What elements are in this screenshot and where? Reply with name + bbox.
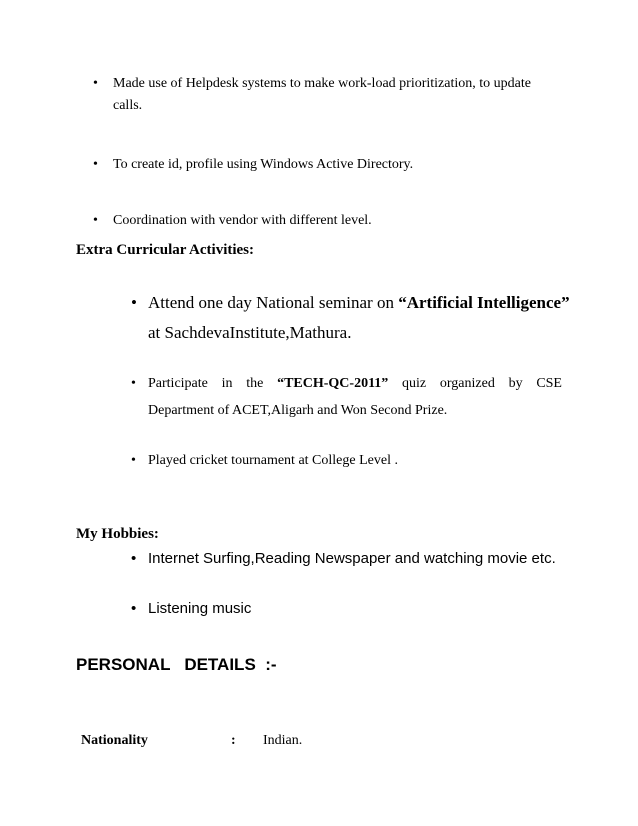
seminar-line2: at SachdevaInstitute,Mathura. — [148, 323, 352, 342]
hobby-item-1 — [131, 548, 591, 570]
nationality-value: Indian. — [263, 733, 303, 748]
bullet-dot: • — [131, 550, 137, 567]
work-bullet-1-text — [113, 73, 531, 117]
work-bullet-3-text: Coordination with vendor with different level. — [113, 213, 372, 228]
quiz-bullet — [131, 370, 571, 424]
quiz-word: quiz — [402, 376, 427, 391]
seminar-text — [148, 288, 570, 348]
hobby-item-2-text: Listening music — [148, 600, 252, 617]
quiz-line2: Department of ACET,Aligarh and Won Second Prize. — [148, 403, 448, 418]
hobbies-heading: My Hobbies: — [76, 526, 159, 542]
work-bullet-3 — [93, 210, 563, 232]
nationality-colon: : — [231, 733, 236, 748]
extra-curricular-heading: Extra Curricular Activities: — [76, 242, 255, 258]
bullet-dot: • — [131, 453, 136, 468]
seminar-topic: “Artificial Intelligence” — [398, 293, 570, 312]
seminar-bullet — [131, 288, 571, 348]
quiz-word: the — [246, 376, 264, 391]
quiz-text — [148, 370, 562, 424]
quiz-word: Participate — [148, 376, 208, 391]
work-bullet-1 — [93, 73, 563, 117]
bullet-dot: • — [93, 76, 98, 91]
work-bullet-1-line2: calls. — [113, 98, 143, 113]
bullet-dot: • — [131, 293, 137, 312]
quiz-word: CSE — [536, 376, 562, 391]
quiz-word: organized — [439, 376, 495, 391]
quiz-event-name: “TECH-QC-2011” — [277, 376, 389, 391]
quiz-line1 — [148, 370, 562, 397]
nationality-label: Nationality — [81, 733, 148, 748]
bullet-dot: • — [131, 600, 137, 617]
hobby-item-1-text: Internet Surfing,Reading Newspaper and watching movie etc. — [148, 550, 556, 567]
work-bullet-1-line1: Made use of Helpdesk systems to make work-load prioritization, to update — [113, 76, 531, 91]
seminar-line1 — [148, 288, 570, 318]
cricket-bullet — [131, 450, 571, 472]
bullet-dot: • — [131, 376, 136, 391]
quiz-word: in — [221, 376, 233, 391]
cricket-text: Played cricket tournament at College Level . — [148, 453, 398, 468]
work-bullet-2 — [93, 154, 563, 176]
work-bullet-2-text: To create id, profile using Windows Active Directory. — [113, 157, 414, 172]
seminar-prefix: Attend one day National seminar on — [148, 293, 399, 312]
hobby-item-2 — [131, 598, 591, 620]
quiz-word: by — [508, 376, 523, 391]
bullet-dot: • — [93, 213, 98, 228]
bullet-dot: • — [93, 157, 98, 172]
personal-details-heading: PERSONAL DETAILS :- — [76, 655, 277, 674]
